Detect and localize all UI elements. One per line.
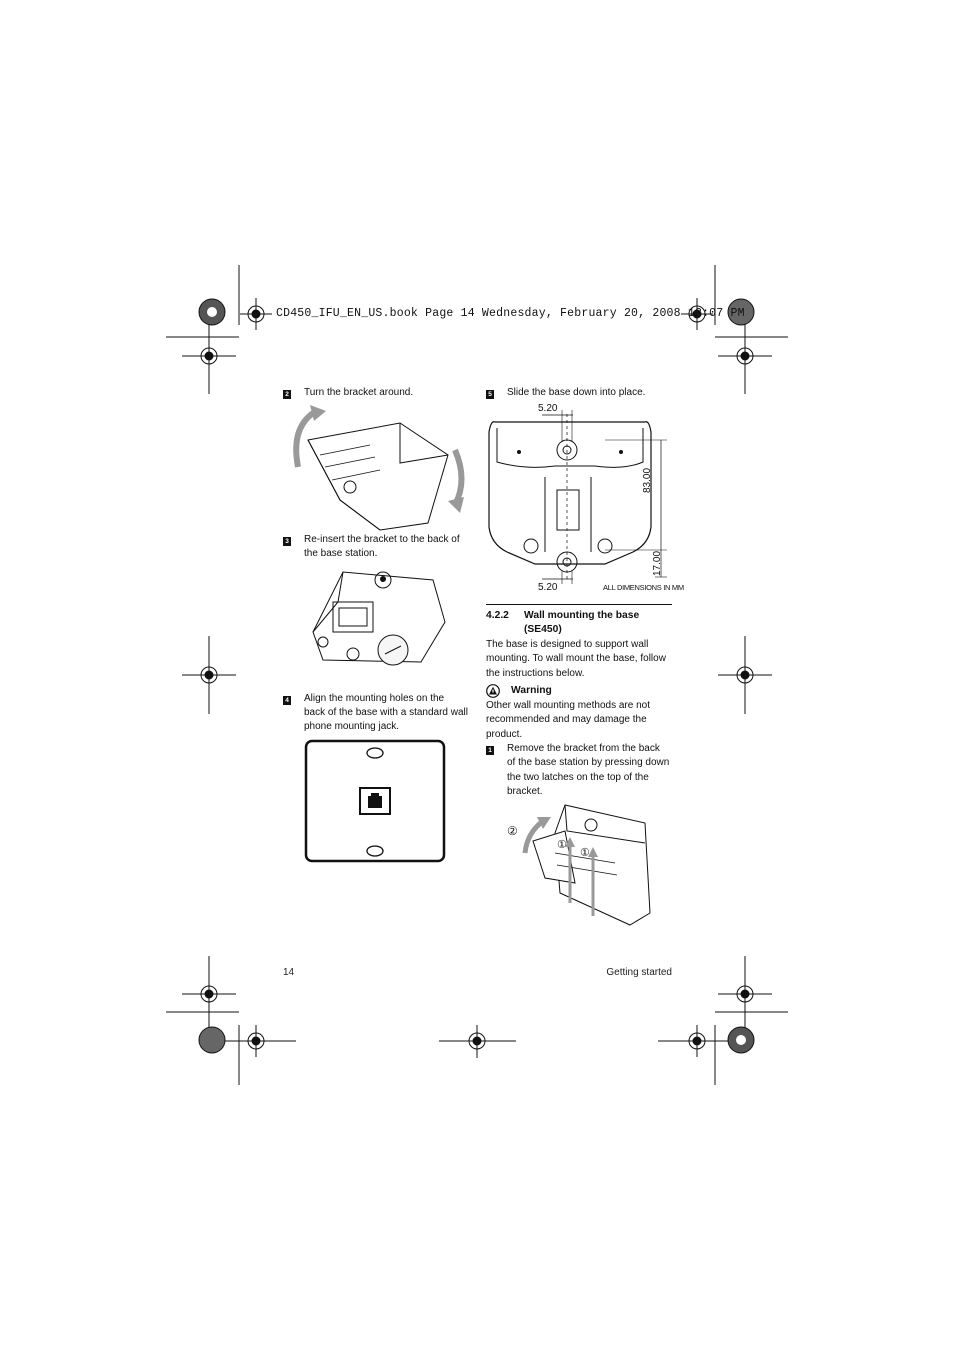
section-divider: [486, 604, 672, 605]
callout-one-a: ①: [557, 839, 567, 851]
reinsert-bracket-illustration: [303, 562, 453, 667]
warning-line-2: recommended and may damage the: [486, 714, 647, 725]
section-title-line2: (SE450): [524, 624, 562, 635]
step-badge-3: 3: [283, 537, 291, 546]
step-4-text-line3: phone mounting jack.: [304, 721, 400, 732]
page-number: 14: [283, 967, 295, 978]
step-1-line-3: the two latches on the top of the: [507, 772, 649, 783]
remove-bracket-illustration: [505, 803, 655, 933]
base-dimensions-diagram: [485, 402, 675, 597]
bracket-turn-illustration: [280, 405, 480, 535]
section-number: 4.2.2: [486, 610, 509, 621]
step-badge-2: 2: [283, 390, 291, 399]
dim-lower-label: 17.00: [652, 550, 663, 576]
dimensions-note: ALL DIMENSIONS IN MM: [603, 583, 684, 592]
dim-height-label: 83.00: [642, 467, 653, 493]
intro-line-3: the instructions below.: [486, 668, 585, 679]
intro-line-2: mounting. To wall mount the base, follow: [486, 653, 666, 664]
step-badge-4: 4: [283, 696, 291, 705]
dim-top-label: 5.20: [538, 403, 558, 414]
step-badge-1: 1: [486, 746, 494, 755]
step-3-text-line1: Re-insert the bracket to the back of: [304, 534, 460, 545]
callout-two: ②: [507, 824, 518, 838]
step-4-text-line1: Align the mounting holes on the: [304, 693, 445, 704]
step-5-text: Slide the base down into place.: [507, 387, 646, 398]
step-1-line-2: of the base station by pressing down: [507, 757, 670, 768]
step-2-text: Turn the bracket around.: [304, 387, 414, 398]
wall-jack-illustration: [305, 740, 445, 862]
warning-title: Warning: [511, 685, 552, 696]
callout-one-b: ①: [580, 847, 590, 859]
step-4-text-line2: back of the base with a standard wall: [304, 707, 468, 718]
section-title-line1: Wall mounting the base: [524, 610, 640, 621]
step-3-text-line2: the base station.: [304, 548, 378, 559]
warning-icon: [486, 684, 500, 698]
intro-line-1: The base is designed to support wall: [486, 639, 649, 650]
dim-bottom-label: 5.20: [538, 582, 558, 593]
warning-line-3: product.: [486, 729, 523, 740]
footer-section: Getting started: [606, 967, 672, 978]
warning-line-1: Other wall mounting methods are not: [486, 700, 650, 711]
step-1-line-1: Remove the bracket from the back: [507, 743, 660, 754]
print-slug: CD450_IFU_EN_US.book Page 14 Wednesday, February 20, 2008 12:07 PM: [276, 307, 745, 320]
step-badge-5: 5: [486, 390, 494, 399]
step-1-line-4: bracket.: [507, 786, 543, 797]
